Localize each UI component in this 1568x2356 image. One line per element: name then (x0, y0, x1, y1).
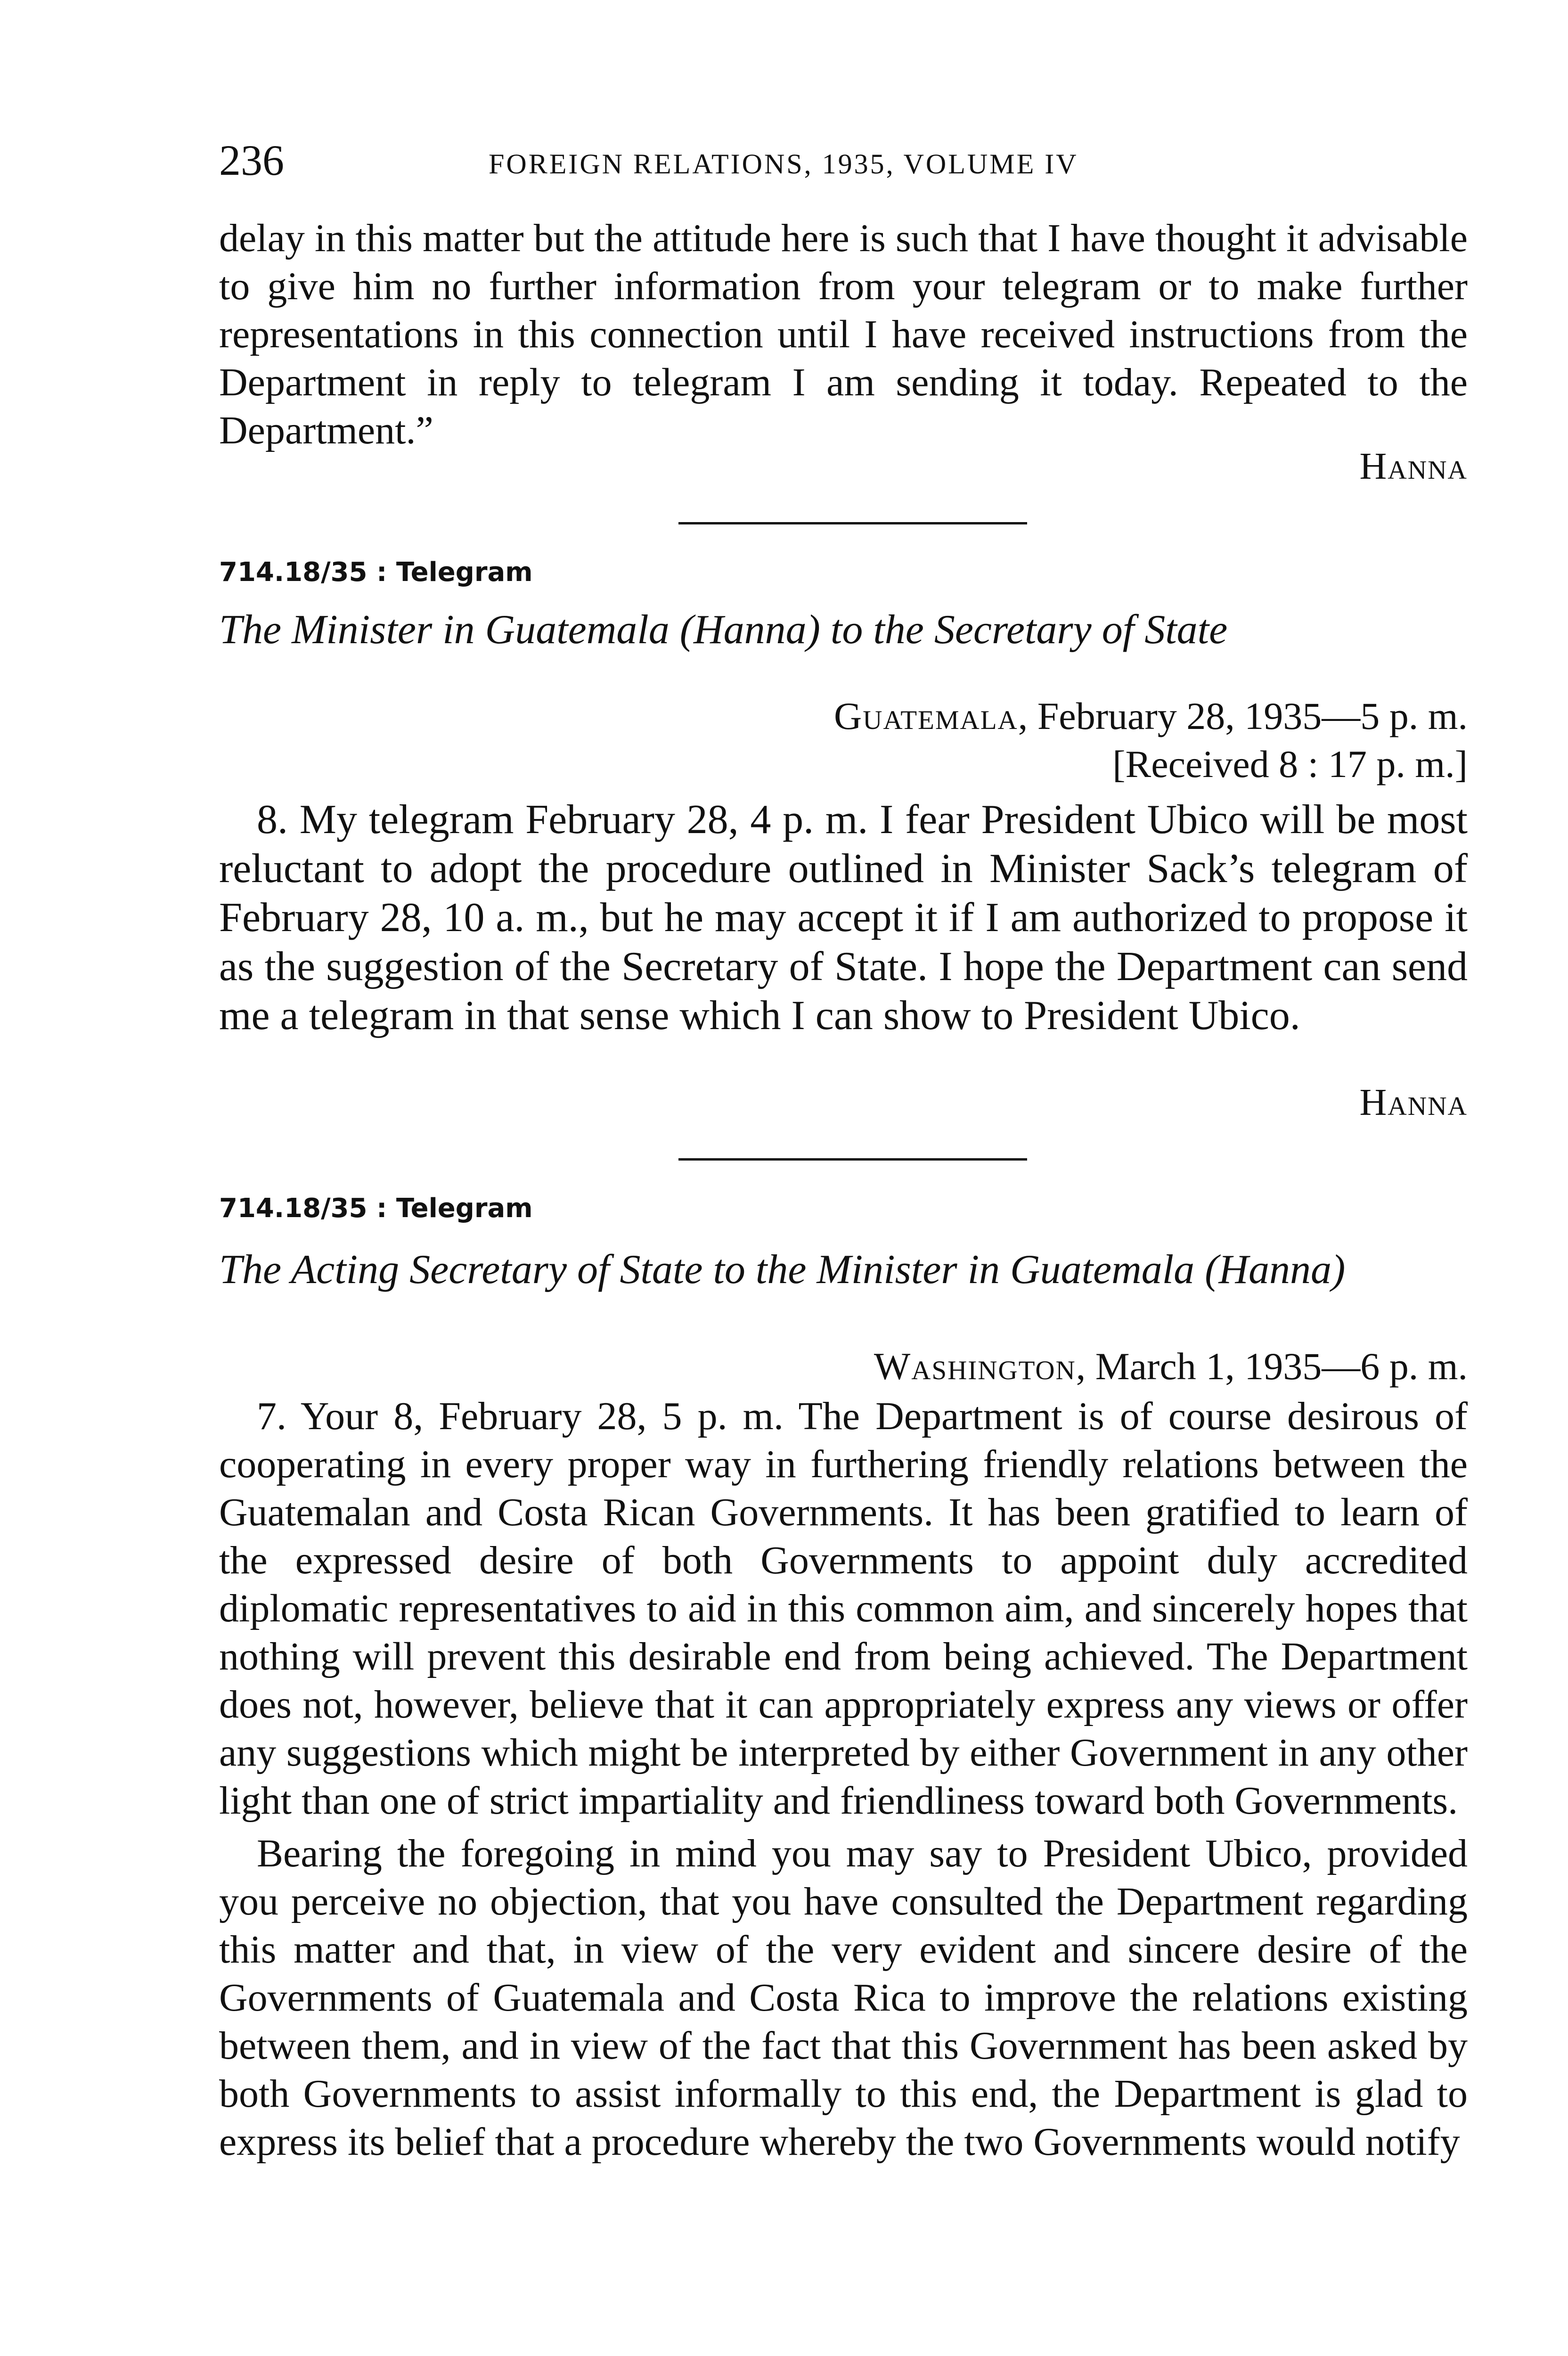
received-note: [Received 8 : 17 p. m.] (1112, 743, 1468, 785)
signature-hanna-2: Hanna (1359, 1082, 1468, 1123)
section-divider-2 (678, 1158, 1027, 1161)
telegram-7-paragraph-2: Bearing the foregoing in mind you may say to President Ubico, provided you perceive no objection, that you have consulted the Department regarding this matter and that, in view of the very evident and sincere desire of the Governments of Guatemala and Costa Rica to improve the relations existing between them, and in view of the fact that this Government has been asked by both Governments to assist informally to this end, the Department is glad to express its belief that a procedure whereby the two Governments would notify (219, 1832, 1468, 2164)
telegram-7-body (219, 1392, 1468, 2166)
page-header (219, 132, 1468, 188)
dateline-place-2: Washington (874, 1345, 1076, 1388)
dateline-1 (834, 693, 1468, 740)
running-head: FOREIGN RELATIONS, 1935, VOLUME IV (489, 148, 1078, 180)
continued-paragraph: delay in this matter but the attitude here is such that I have thought it advisable to give him no further information from your telegram or to make further representations in this connection until I have received instructions from the Department in reply to telegram I am sending it today. Repeated to the Department.” (219, 216, 1468, 452)
file-reference-1: 714.18/35 : Telegram (219, 557, 533, 588)
document-title-1: The Minister in Guatemala (Hanna) to the Secretary of State (219, 607, 1228, 653)
signature-hanna-1: Hanna (1359, 446, 1468, 487)
dateline-date-1: , February 28, 1935—5 p. m. (1018, 695, 1468, 737)
page-number: 236 (219, 136, 284, 184)
section-divider-1 (678, 522, 1027, 524)
document-title-2: The Acting Secretary of State to the Minister in Guatemala (Hanna) (219, 1247, 1346, 1293)
dateline-place-1: Guatemala (834, 695, 1018, 737)
telegram-8-paragraph: 8. My telegram February 28, 4 p. m. I fear President Ubico will be most reluctant to adopt the procedure outlined in Minister Sack’s telegram of February 28, 10 a. m., but he may accept it if I am authorized to propose it as the suggestion of the Secretary of State. I hope the Department can send me a telegram in that sense which I can show to President Ubico. (219, 797, 1468, 1039)
telegram-7-paragraph-1: 7. Your 8, February 28, 5 p. m. The Department is of course desirous of cooperating in every proper way in furthering friendly relations between the Guatemalan and Costa Rican Governments. It has been gratified to learn of the expressed desire of both Governments to appoint duly accredited diplomatic representatives to aid in this common aim, and sincerely hopes that nothing will prevent this desirable end from being achieved. The Department does not, however, believe that it can appropriately express any views or offer any suggestions which might be interpreted by either Government in any other light than one of strict impartiality and friendliness toward both Governments. (219, 1394, 1468, 1823)
file-reference-2: 714.18/35 : Telegram (219, 1193, 533, 1224)
dateline-date-2: , March 1, 1935—6 p. m. (1076, 1345, 1468, 1388)
continued-telegram (219, 214, 1468, 455)
telegram-8-body (219, 795, 1468, 1040)
dateline-2 (874, 1343, 1468, 1390)
